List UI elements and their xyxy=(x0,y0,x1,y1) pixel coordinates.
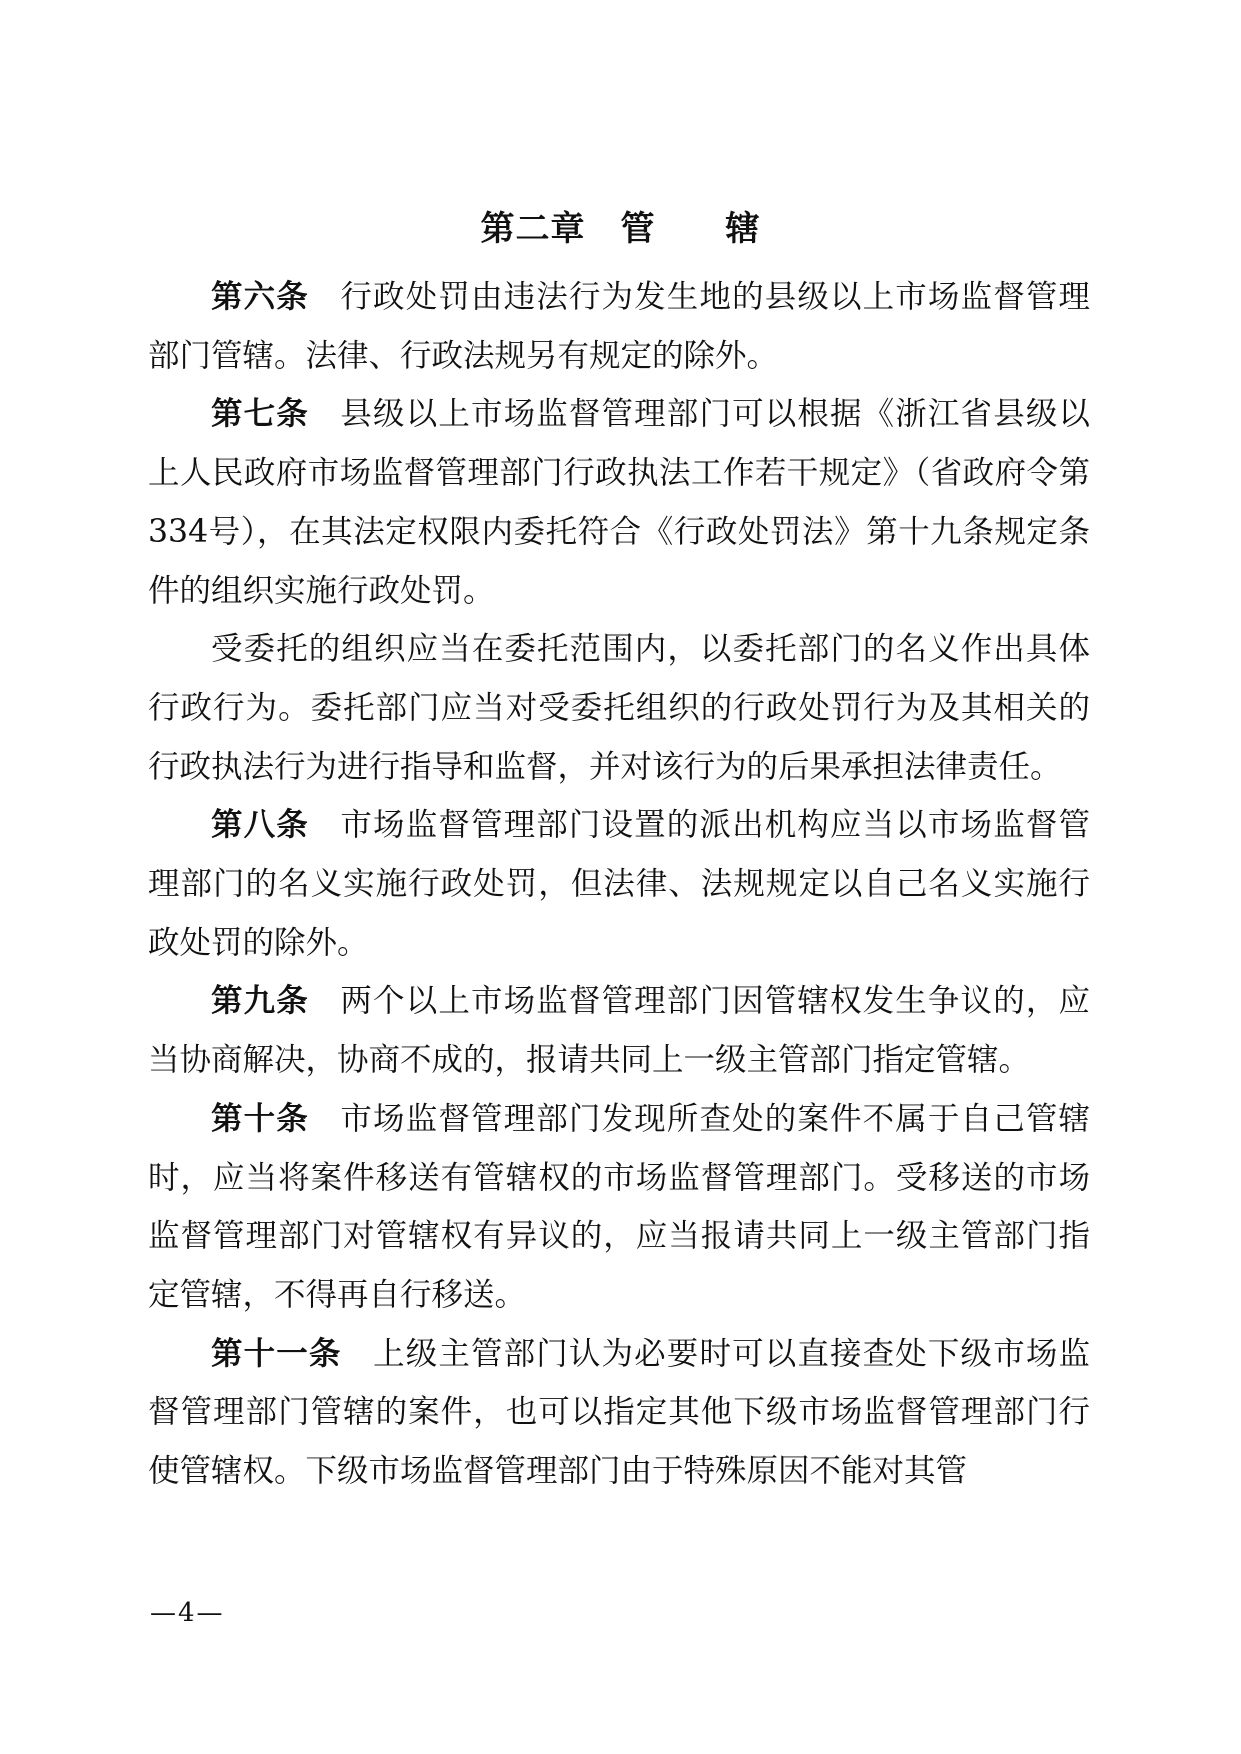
article-label: 第十一条 xyxy=(211,1335,342,1372)
page-number: —4— xyxy=(150,1598,225,1628)
article-label: 第九条 xyxy=(211,983,309,1020)
article-8 xyxy=(148,796,1090,972)
article-9 xyxy=(148,972,1090,1089)
article-text: 县级以上市场监督管理部门可以根据《浙江省县级以上人民政府市场监督管理部门行政执法工作若干规定》（省政府令第334号），在其法定权限内委托符合《行政处罚法》第十九条规定条件的组织实施行政处罚。 xyxy=(148,396,1090,609)
article-label: 第十条 xyxy=(211,1100,309,1137)
article-text: 上级主管部门认为必要时可以直接查处下级市场监督管理部门管辖的案件，也可以指定其他下级市场监督管理部门行使管辖权。下级市场监督管理部门由于特殊原因不能对其管 xyxy=(148,1335,1090,1490)
article-6 xyxy=(148,268,1090,385)
article-label: 第七条 xyxy=(211,396,309,433)
article-11 xyxy=(148,1325,1090,1501)
document-body xyxy=(148,268,1090,1501)
paragraph-text: 受委托的组织应当在委托范围内，以委托部门的名义作出具体行政行为。委托部门应当对受委托组织的行政处罚行为及其相关的行政执法行为进行指导和监督，并对该行为的后果承担法律责任。 xyxy=(148,631,1090,785)
article-7-paragraph-2 xyxy=(148,620,1090,796)
article-label: 第八条 xyxy=(211,807,309,844)
article-text: 行政处罚由违法行为发生地的县级以上市场监督管理部门管辖。法律、行政法规另有规定的除外。 xyxy=(148,279,1090,374)
article-text: 市场监督管理部门设置的派出机构应当以市场监督管理部门的名义实施行政处罚，但法律、法规规定以自己名义实施行政处罚的除外。 xyxy=(148,807,1090,961)
chapter-title: 第二章 管 辖 xyxy=(480,209,761,249)
article-10 xyxy=(148,1090,1090,1325)
article-text: 市场监督管理部门发现所查处的案件不属于自己管辖时，应当将案件移送有管辖权的市场监督管理部门。受移送的市场监督管理部门对管辖权有异议的，应当报请共同上一级主管部门指定管辖，不得再自行移送。 xyxy=(148,1100,1090,1313)
article-7 xyxy=(148,385,1090,620)
article-text: 两个以上市场监督管理部门因管辖权发生争议的，应当协商解决，协商不成的，报请共同上一级主管部门指定管辖。 xyxy=(148,983,1090,1079)
article-label: 第六条 xyxy=(211,279,309,315)
